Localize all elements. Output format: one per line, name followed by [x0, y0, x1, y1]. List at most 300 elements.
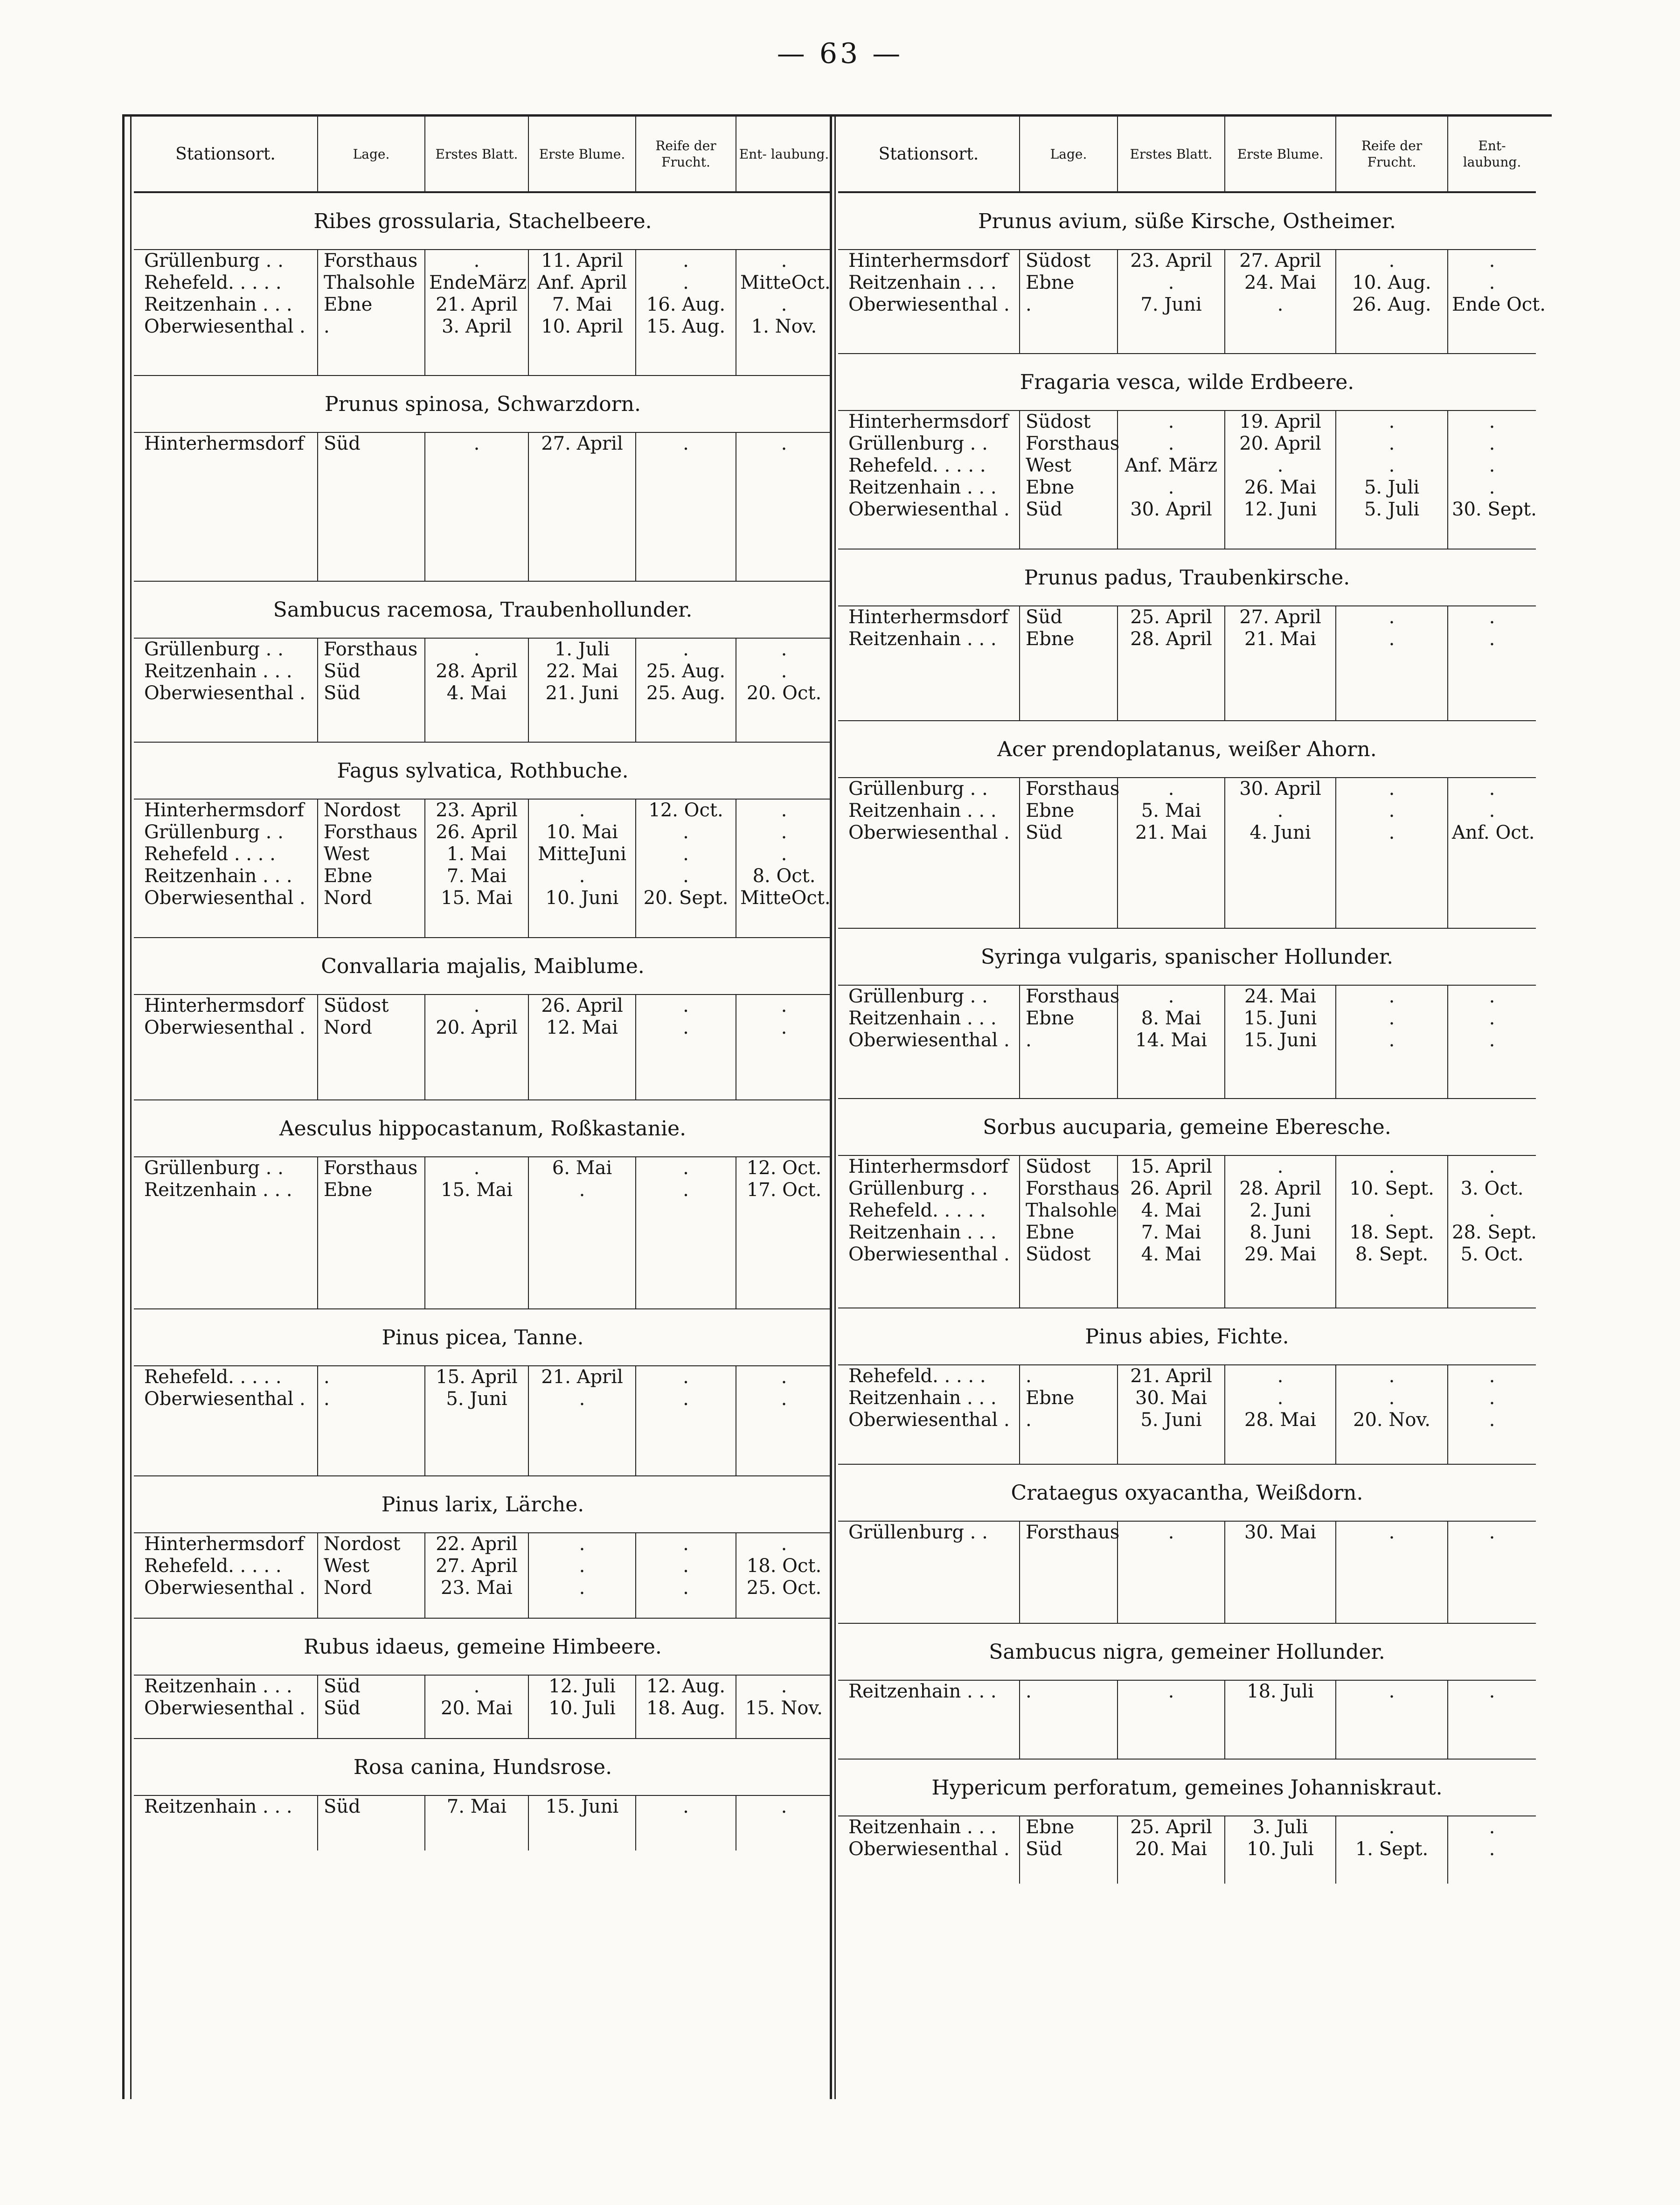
cell-station: Grüllenburg . . [134, 1157, 318, 1179]
cell-erstes-blatt: 28. April [1118, 628, 1225, 650]
block-spacer [134, 1410, 832, 1475]
cell-station: Oberwiesenthal . [838, 822, 1020, 844]
cell-erste-blume: 12. Mai [529, 1017, 636, 1039]
cell-lage: Forsthaus [1020, 778, 1118, 800]
table-row [134, 250, 832, 272]
cell-erste-blume: 27. April [1225, 250, 1336, 272]
cell-reife: . [636, 821, 736, 843]
cell-entlaubung: 25. Oct. [746, 1577, 822, 1599]
cell-erste-blume: 15. Juni [529, 1796, 636, 1818]
spacer-cell [636, 1410, 736, 1475]
cell-reife: 10. Sept. [1336, 1178, 1448, 1200]
cell-erste-blume: 24. Mai [1225, 986, 1336, 1008]
cell-erstes-blatt: 4. Mai [425, 682, 529, 704]
cell-entlaubung: . [781, 995, 787, 1016]
cell-station: Reitzenhain . . . [838, 477, 1020, 499]
header-entlaubung: Ent- laubung. [739, 146, 829, 162]
cell-erstes-blatt: . [1118, 411, 1225, 433]
header-erste-blume: Erste Blume. [1225, 117, 1336, 191]
table-row [134, 316, 832, 338]
header-station: Stationsort. [134, 117, 318, 191]
cell-erstes-blatt: . [1118, 433, 1225, 455]
cell-lage: Thalsohle [318, 272, 425, 294]
spacer-cell [318, 1410, 425, 1475]
cell-erstes-blatt: . [1118, 272, 1225, 294]
cell-station: Reitzenhain . . . [838, 1222, 1020, 1244]
spacer-cell [736, 1818, 832, 1850]
spacer-cell [1448, 316, 1536, 353]
spacer-cell [1118, 650, 1225, 720]
cell-entlaubung: . [1489, 1008, 1495, 1029]
spacer-cell [636, 455, 736, 581]
cell-lage: Nordost [318, 1533, 425, 1555]
table-row [838, 477, 1536, 499]
cell-erstes-blatt: 7. Mai [1118, 1222, 1225, 1244]
cell-entlaubung: 12. Oct. [746, 1157, 822, 1179]
cell-entlaubung: 28. Sept. [1452, 1222, 1537, 1243]
cell-erste-blume: 27. April [529, 433, 636, 455]
cell-station: Reitzenhain . . . [134, 865, 318, 887]
cell-station: Rehefeld. . . . . [838, 455, 1020, 477]
block-spacer [134, 338, 832, 375]
cell-entlaubung: 18. Oct. [746, 1555, 822, 1577]
spacer-cell [736, 704, 832, 742]
spacer-cell [318, 1039, 425, 1099]
cell-entlaubung: . [1489, 1156, 1495, 1177]
cell-erstes-blatt: 23. Mai [425, 1577, 529, 1599]
spacer-cell [529, 1410, 636, 1475]
table-header [838, 117, 1536, 193]
spacer-cell [838, 844, 1020, 928]
cell-erstes-blatt: 7. Juni [1118, 294, 1225, 316]
cell-erste-blume: 15. Juni [1225, 1029, 1336, 1051]
spacer-cell [1225, 1431, 1336, 1464]
cell-station: Rehefeld. . . . . [134, 1555, 318, 1577]
cell-lage: Südost [1020, 1156, 1118, 1178]
spacer-cell [1020, 1051, 1118, 1098]
spacer-cell [318, 1201, 425, 1308]
spacer-cell [636, 909, 736, 937]
cell-erstes-blatt: . [425, 1676, 529, 1697]
cell-entlaubung: . [1489, 1365, 1495, 1387]
cell-erstes-blatt: 26. April [425, 821, 529, 843]
cell-erste-blume: 12. Juli [529, 1676, 636, 1697]
spacer-cell [134, 1719, 318, 1738]
cell-station: Oberwiesenthal . [134, 1388, 318, 1410]
cell-station: Reitzenhain . . . [838, 800, 1020, 822]
cell-erstes-blatt: 27. April [425, 1555, 529, 1577]
species-title: Rosa canina, Hundsrose. [134, 1738, 832, 1796]
cell-entlaubung: . [1489, 477, 1495, 498]
spacer-cell [1448, 1431, 1536, 1464]
species-block [134, 193, 832, 375]
spacer-cell [134, 1410, 318, 1475]
cell-erstes-blatt: . [1118, 1681, 1225, 1703]
table-row [838, 800, 1536, 822]
table-row [838, 986, 1536, 1008]
cell-lage: West [318, 1555, 425, 1577]
table-row [838, 1387, 1536, 1409]
spacer-cell [1448, 1860, 1536, 1884]
block-spacer [134, 1599, 832, 1618]
spacer-cell [1225, 1266, 1336, 1308]
spacer-cell [636, 1201, 736, 1308]
spacer-cell [1225, 316, 1336, 353]
cell-reife: . [1336, 800, 1448, 822]
table-row [838, 1522, 1536, 1544]
spacer-cell [134, 1818, 318, 1850]
cell-entlaubung: . [1489, 1681, 1495, 1702]
cell-entlaubung: . [781, 1388, 787, 1410]
spacer-cell [425, 1201, 529, 1308]
species-block [838, 1098, 1536, 1308]
cell-reife: . [1336, 1387, 1448, 1409]
spacer-cell [529, 1599, 636, 1618]
spacer-cell [1225, 844, 1336, 928]
spacer-cell [636, 1039, 736, 1099]
table-row [134, 865, 832, 887]
cell-lage: . [1020, 1409, 1118, 1431]
cell-entlaubung: 1. Nov. [751, 316, 817, 337]
block-spacer [838, 1431, 1536, 1464]
table-row [134, 995, 832, 1017]
block-spacer [134, 704, 832, 742]
cell-lage: Nord [318, 1577, 425, 1599]
spacer-cell [1118, 1051, 1225, 1098]
cell-erstes-blatt: 15. April [1118, 1156, 1225, 1178]
cell-reife: 12. Oct. [636, 800, 736, 821]
header-lage: Lage. [318, 117, 425, 191]
header-erstes-blatt: Erstes Blatt. [1118, 117, 1225, 191]
table-header [134, 117, 832, 193]
cell-reife: . [636, 865, 736, 887]
cell-entlaubung: 20. Oct. [746, 682, 822, 704]
spacer-cell [1225, 521, 1336, 549]
spacer-cell [1225, 1860, 1336, 1884]
species-title: Fagus sylvatica, Rothbuche. [134, 742, 832, 800]
spacer-cell [318, 704, 425, 742]
cell-erste-blume: 10. Juni [529, 887, 636, 909]
cell-station: Grüllenburg . . [134, 821, 318, 843]
right-column [838, 117, 1546, 2099]
block-spacer [838, 1860, 1536, 1884]
spacer-cell [134, 338, 318, 375]
cell-station: Reitzenhain . . . [838, 1387, 1020, 1409]
cell-lage: Ebne [1020, 1222, 1118, 1244]
cell-lage: Ebne [318, 1179, 425, 1201]
spacer-cell [1020, 844, 1118, 928]
cell-entlaubung: . [1489, 800, 1495, 821]
species-title: Sorbus aucuparia, gemeine Eberesche. [838, 1098, 1536, 1156]
cell-station: Rehefeld. . . . . [134, 1366, 318, 1388]
table-row [838, 1681, 1536, 1703]
cell-lage: . [1020, 1029, 1118, 1051]
cell-erstes-blatt: . [1118, 1522, 1225, 1544]
spacer-cell [529, 338, 636, 375]
table-row [134, 661, 832, 682]
cell-reife: 18. Aug. [636, 1697, 736, 1719]
spacer-cell [838, 1860, 1020, 1884]
cell-entlaubung: . [781, 1676, 787, 1697]
species-title: Pinus larix, Lärche. [134, 1475, 832, 1533]
species-block [134, 375, 832, 581]
cell-station: Grüllenburg . . [134, 639, 318, 661]
cell-reife: . [636, 1179, 736, 1201]
cell-lage: West [318, 843, 425, 865]
block-spacer [134, 455, 832, 581]
cell-lage: Süd [318, 1697, 425, 1719]
cell-entlaubung: 8. Oct. [752, 865, 816, 887]
cell-erstes-blatt: 20. Mai [425, 1697, 529, 1719]
spacer-cell [1448, 650, 1536, 720]
cell-station: Reitzenhain . . . [134, 1179, 318, 1201]
spacer-cell [134, 909, 318, 937]
spacer-cell [425, 1719, 529, 1738]
cell-lage: Süd [318, 1796, 425, 1818]
cell-erste-blume: . [529, 1555, 636, 1577]
cell-entlaubung: . [781, 821, 787, 843]
phenology-table [122, 114, 1552, 2099]
cell-entlaubung: . [781, 800, 787, 821]
cell-lage: Forsthaus [1020, 433, 1118, 455]
spacer-cell [134, 1201, 318, 1308]
page-number: — 63 — [777, 37, 903, 70]
block-spacer [838, 650, 1536, 720]
cell-reife: . [1336, 250, 1448, 272]
table-row [134, 1555, 832, 1577]
cell-entlaubung: . [1489, 411, 1495, 432]
cell-erstes-blatt: 21. April [1118, 1365, 1225, 1387]
cell-erste-blume: . [1225, 1365, 1336, 1387]
header-lage: Lage. [1020, 117, 1118, 191]
block-spacer [838, 1051, 1536, 1098]
cell-station: Rehefeld. . . . . [838, 1365, 1020, 1387]
cell-erste-blume: MitteJuni [529, 843, 636, 865]
cell-entlaubung: . [1489, 628, 1495, 650]
table-row [134, 682, 832, 704]
species-block [838, 720, 1536, 928]
cell-station: Hinterhermsdorf [134, 995, 318, 1017]
cell-entlaubung: . [781, 661, 787, 682]
spacer-cell [838, 650, 1020, 720]
cell-entlaubung: . [1489, 606, 1495, 628]
cell-station: Hinterhermsdorf [838, 250, 1020, 272]
cell-reife: . [636, 843, 736, 865]
cell-lage: Ebne [1020, 800, 1118, 822]
spacer-cell [1118, 1860, 1225, 1884]
table-row [838, 1365, 1536, 1387]
species-block [134, 1308, 832, 1475]
spacer-cell [1118, 1703, 1225, 1759]
cell-lage: West [1020, 455, 1118, 477]
cell-reife: 25. Aug. [636, 682, 736, 704]
cell-entlaubung: . [1489, 1522, 1495, 1543]
cell-erstes-blatt: 26. April [1118, 1178, 1225, 1200]
cell-station: Hinterhermsdorf [838, 1156, 1020, 1178]
cell-erste-blume: . [529, 865, 636, 887]
cell-entlaubung: . [781, 1017, 787, 1038]
spacer-cell [1225, 1703, 1336, 1759]
cell-entlaubung: . [1489, 1409, 1495, 1431]
cell-erstes-blatt: 15. April [425, 1366, 529, 1388]
cell-entlaubung: . [1489, 1029, 1495, 1051]
cell-lage: Süd [318, 661, 425, 682]
cell-lage: Ebne [1020, 477, 1118, 499]
cell-lage: Süd [1020, 606, 1118, 628]
table-row [838, 1029, 1536, 1051]
table-row [838, 1178, 1536, 1200]
species-block [838, 1759, 1536, 1884]
species-block [134, 581, 832, 742]
table-row [134, 1676, 832, 1697]
cell-reife: . [636, 1366, 736, 1388]
spacer-cell [425, 704, 529, 742]
cell-entlaubung: . [1489, 778, 1495, 800]
spacer-cell [425, 1818, 529, 1850]
cell-erste-blume: 7. Mai [529, 294, 636, 316]
cell-lage: Nord [318, 1017, 425, 1039]
spacer-cell [1118, 316, 1225, 353]
table-row [838, 272, 1536, 294]
table-row [838, 433, 1536, 455]
cell-station: Hinterhermsdorf [838, 606, 1020, 628]
cell-reife: . [1336, 606, 1448, 628]
cell-lage: Süd [318, 682, 425, 704]
cell-reife: 12. Aug. [636, 1676, 736, 1697]
table-row [134, 1157, 832, 1179]
cell-erstes-blatt: . [425, 250, 529, 272]
spacer-cell [318, 455, 425, 581]
cell-lage: Forsthaus [318, 1157, 425, 1179]
cell-entlaubung: 17. Oct. [746, 1179, 822, 1201]
spacer-cell [134, 1039, 318, 1099]
spacer-cell [1118, 1544, 1225, 1623]
cell-station: Reitzenhain . . . [134, 1796, 318, 1818]
cell-erstes-blatt: 22. April [425, 1533, 529, 1555]
cell-erstes-blatt: 25. April [1118, 1816, 1225, 1838]
cell-erste-blume: 12. Juni [1225, 499, 1336, 521]
table-row [838, 499, 1536, 521]
cell-erstes-blatt: 5. Mai [1118, 800, 1225, 822]
cell-station: Oberwiesenthal . [838, 1838, 1020, 1860]
spacer-cell [1336, 650, 1448, 720]
spacer-cell [736, 1599, 832, 1618]
cell-erste-blume: . [1225, 294, 1336, 316]
cell-reife: . [1336, 1816, 1448, 1838]
header-reife: Reife der Frucht. [636, 117, 736, 191]
cell-reife: . [1336, 455, 1448, 477]
cell-lage: Süd [1020, 499, 1118, 521]
cell-lage: Ebne [1020, 272, 1118, 294]
cell-station: Reitzenhain . . . [838, 1681, 1020, 1703]
cell-entlaubung: . [1489, 250, 1495, 271]
table-row [134, 1577, 832, 1599]
cell-reife: . [1336, 1522, 1448, 1544]
cell-station: Hinterhermsdorf [134, 433, 318, 455]
cell-entlaubung: 3. Oct. [1460, 1178, 1524, 1199]
cell-erste-blume: . [529, 1533, 636, 1555]
spacer-cell [1336, 316, 1448, 353]
table-row [838, 778, 1536, 800]
table-row [134, 272, 832, 294]
cell-lage: . [318, 1366, 425, 1388]
cell-reife: 16. Aug. [636, 294, 736, 316]
cell-erste-blume: 18. Juli [1225, 1681, 1336, 1703]
table-row [134, 294, 832, 316]
cell-lage: Ebne [318, 865, 425, 887]
cell-lage: Ebne [318, 294, 425, 316]
cell-lage: Nordost [318, 800, 425, 821]
cell-erste-blume: . [1225, 455, 1336, 477]
cell-reife: 25. Aug. [636, 661, 736, 682]
spacer-cell [1336, 521, 1448, 549]
header-reife: Reife der Frucht. [1336, 117, 1448, 191]
cell-entlaubung: . [1489, 433, 1495, 454]
spacer-cell [1448, 1051, 1536, 1098]
cell-entlaubung: 30. Sept. [1452, 499, 1537, 520]
cell-erste-blume: 10. Mai [529, 821, 636, 843]
cell-entlaubung: . [1489, 272, 1495, 293]
cell-erste-blume: 11. April [529, 250, 636, 272]
cell-reife: . [1336, 778, 1448, 800]
cell-station: Oberwiesenthal . [838, 1029, 1020, 1051]
left-blocks [134, 193, 832, 1850]
cell-lage: . [318, 316, 425, 338]
cell-reife: . [636, 1577, 736, 1599]
spacer-cell [529, 1039, 636, 1099]
cell-entlaubung: . [781, 843, 787, 865]
header-erstes-blatt: Erstes Blatt. [425, 117, 529, 191]
cell-erste-blume: . [529, 1388, 636, 1410]
cell-reife: . [636, 250, 736, 272]
spacer-cell [529, 1201, 636, 1308]
cell-entlaubung: . [781, 1533, 787, 1555]
table-row [838, 411, 1536, 433]
table-row [838, 822, 1536, 844]
cell-reife: . [636, 995, 736, 1017]
cell-erste-blume: 6. Mai [529, 1157, 636, 1179]
cell-erstes-blatt: . [425, 639, 529, 661]
block-spacer [134, 1039, 832, 1099]
cell-station: Reitzenhain . . . [134, 294, 318, 316]
cell-erste-blume: 26. April [529, 995, 636, 1017]
cell-station: Rehefeld. . . . . [134, 272, 318, 294]
species-block [134, 1099, 832, 1308]
spacer-cell [736, 1719, 832, 1738]
table-row [838, 1200, 1536, 1222]
cell-reife: . [636, 1388, 736, 1410]
cell-lage: Südost [318, 995, 425, 1017]
block-spacer [838, 1544, 1536, 1623]
cell-reife: . [636, 1555, 736, 1577]
spacer-cell [736, 1039, 832, 1099]
table-row [134, 1697, 832, 1719]
cell-erstes-blatt: 14. Mai [1118, 1029, 1225, 1051]
cell-erste-blume: Anf. April [529, 272, 636, 294]
species-title: Ribes grossularia, Stachelbeere. [134, 193, 832, 250]
cell-erstes-blatt: EndeMärz [425, 272, 529, 294]
spacer-cell [318, 1599, 425, 1618]
cell-erstes-blatt: 20. April [425, 1017, 529, 1039]
species-block [838, 1308, 1536, 1464]
cell-reife: 15. Aug. [636, 316, 736, 338]
spacer-cell [529, 704, 636, 742]
cell-lage: Süd [1020, 822, 1118, 844]
table-row [134, 1366, 832, 1388]
cell-station: Reitzenhain . . . [838, 1816, 1020, 1838]
cell-lage: Südost [1020, 1244, 1118, 1266]
cell-entlaubung: Ende Oct. [1452, 294, 1546, 315]
